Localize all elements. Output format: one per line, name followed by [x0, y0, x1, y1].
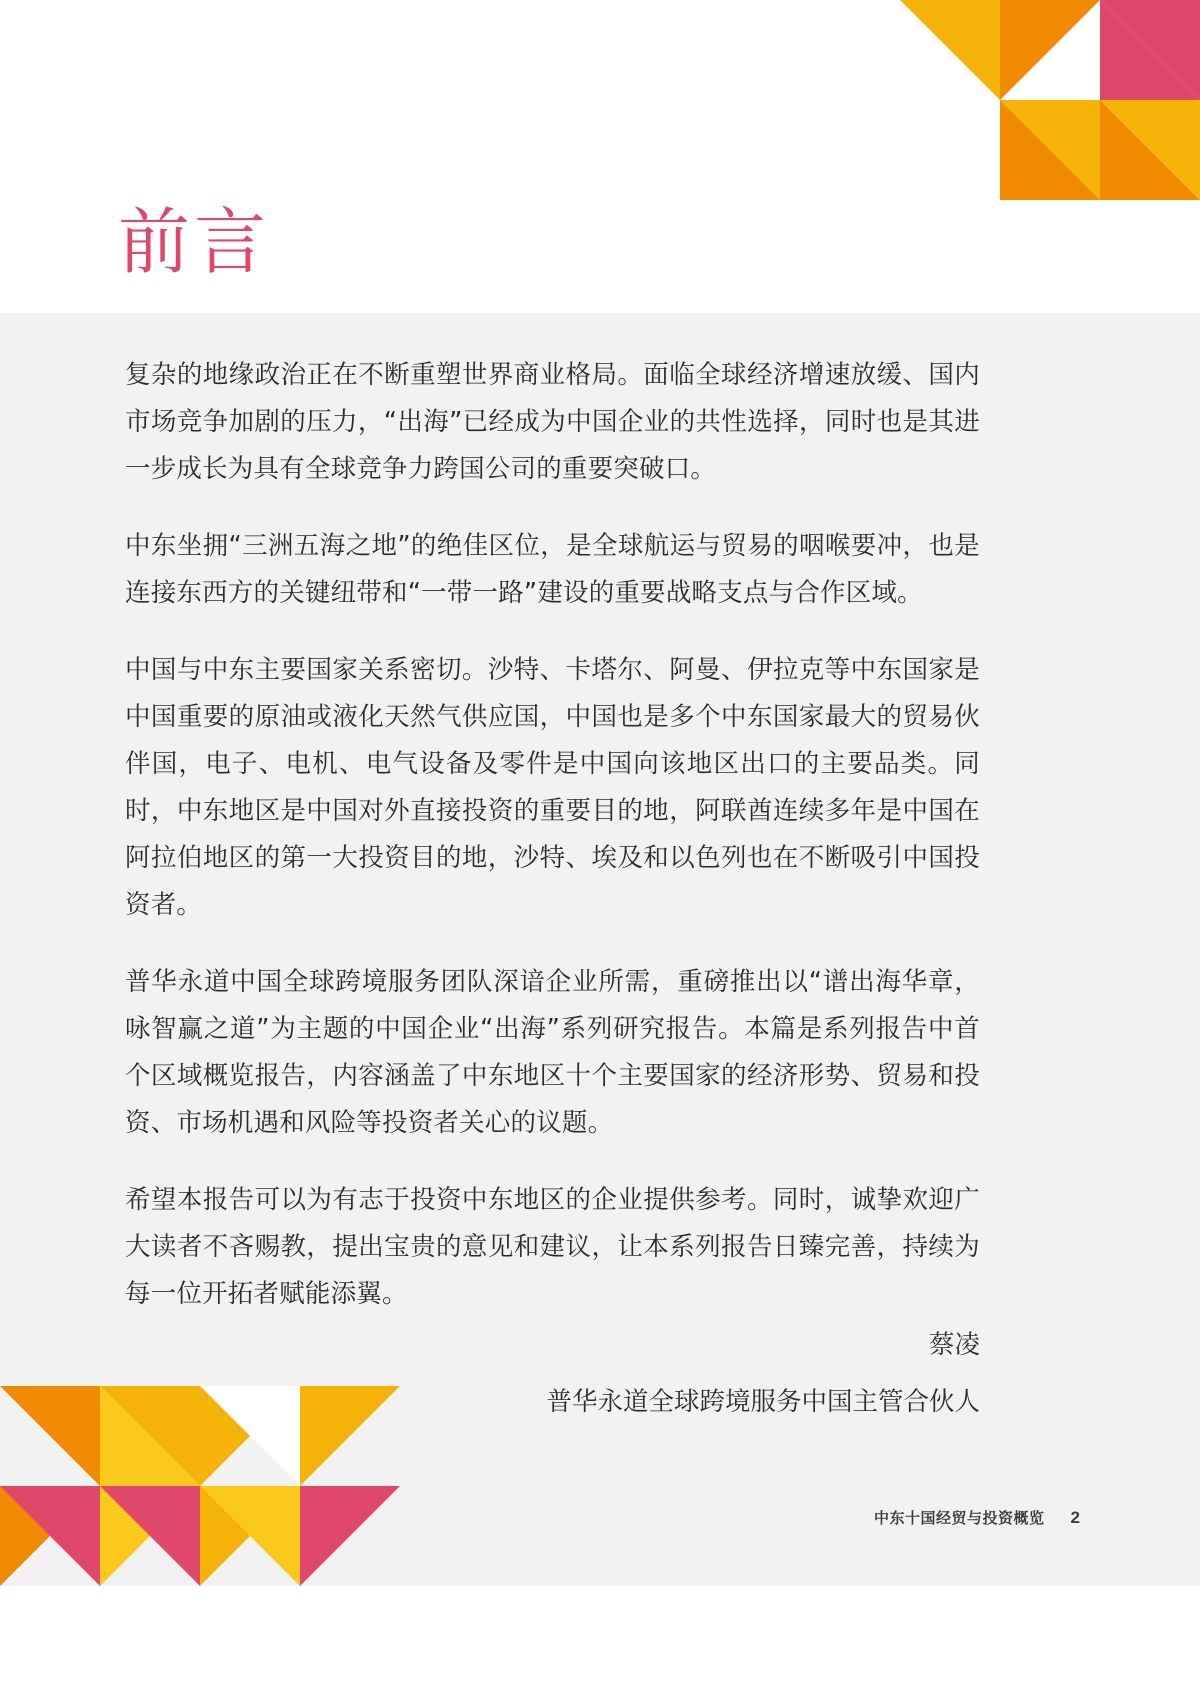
signature-role: 普华永道全球跨境服务中国主管合伙人	[546, 1387, 980, 1417]
deco-triangle	[300, 1486, 400, 1586]
deco-triangle	[0, 1386, 100, 1486]
footer-page-number: 2	[1070, 1508, 1080, 1527]
footer-report-title: 中东十国经贸与投资概览	[874, 1509, 1045, 1527]
deco-triangle	[1000, 0, 1100, 100]
signature-name: 蔡凌	[928, 1330, 980, 1360]
paragraph: 中国与中东主要国家关系密切。沙特、卡塔尔、阿曼、伊拉克等中东国家是中国重要的原油或液化天然气供应国，中国也是多个中东国家最大的贸易伙伴国，电子、电机、电气设备及零件是中国向该地区出口的主要品类。同时，中东地区是中国对外直接投资的重要目的地，阿联酋连续多年是中国在阿拉伯地区的第一大投资目的地，沙特、埃及和以色列也在不断吸引中国投资者。	[125, 655, 980, 920]
preface-body	[125, 352, 980, 1348]
tangram-decoration-top-right	[900, 0, 1200, 200]
deco-triangle	[300, 1386, 400, 1486]
tangram-decoration-bottom-left	[0, 1386, 400, 1586]
page-footer	[874, 1507, 1080, 1528]
deco-triangle	[900, 100, 1000, 200]
page-title: 前言	[118, 200, 271, 284]
deco-triangle	[900, 0, 1000, 100]
paragraph: 普华永道中国全球跨境服务团队深谙企业所需，重磅推出以“谱出海华章，咏智赢之道”为主题的中国企业“出海”系列研究报告。本篇是系列报告中首个区域概览报告，内容涵盖了中东地区十个主要国家的经济形势、贸易和投资、市场机遇和风险等投资者关心的议题。	[125, 967, 980, 1138]
paragraph: 复杂的地缘政治正在不断重塑世界商业格局。面临全球经济增速放缓、国内市场竞争加剧的压力，“出海”已经成为中国企业的共性选择，同时也是其进一步成长为具有全球竞争力跨国公司的重要突破口。	[125, 360, 980, 484]
paragraph: 中东坐拥“三洲五海之地”的绝佳区位，是全球航运与贸易的咽喉要冲，也是连接东西方的关键纽带和“一带一路”建设的重要战略支点与合作区域。	[125, 531, 980, 608]
paragraph: 希望本报告可以为有志于投资中东地区的企业提供参考。同时，诚挚欢迎广大读者不吝赐教，提出宝贵的意见和建议，让本系列报告日臻完善，持续为每一位开拓者赋能添翼。	[125, 1185, 980, 1309]
